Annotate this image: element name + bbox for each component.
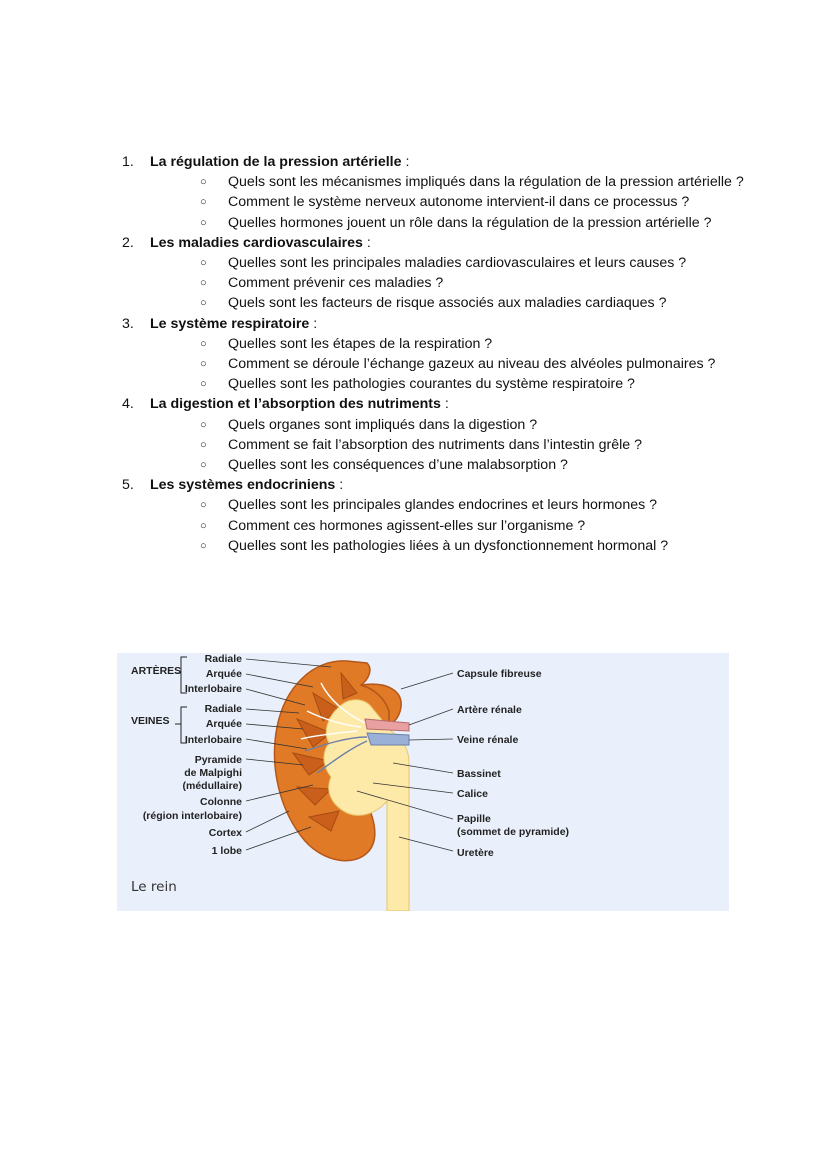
label-uretere: Uretère <box>457 847 494 859</box>
bullet-icon: ○ <box>200 378 207 391</box>
topic-colon: : <box>335 477 344 494</box>
label-capsule: Capsule fibreuse <box>457 668 542 680</box>
bullet-icon: ○ <box>200 216 207 229</box>
question-item <box>200 435 762 455</box>
question-text: Quelles sont les principales maladies cardiovasculaires et leurs causes ? <box>228 255 687 272</box>
question-text: Quels organes sont impliqués dans la digestion ? <box>228 416 538 433</box>
question-text: Quels sont les facteurs de risque associés aux maladies cardiaques ? <box>228 295 667 312</box>
bullet-icon: ○ <box>200 358 207 371</box>
question-text: Quelles sont les étapes de la respiration ? <box>228 335 493 352</box>
label-interlobaire-veine: Interlobaire <box>184 734 242 746</box>
question-item <box>200 172 762 192</box>
topic-item <box>122 233 762 314</box>
label-calice: Calice <box>457 788 488 800</box>
label-arquee: Arquée <box>205 668 242 680</box>
topic-item <box>122 475 762 556</box>
label-pyramide: Pyramide <box>194 754 242 766</box>
kidney-figure <box>117 653 729 911</box>
topic-title: Les maladies cardiovasculaires <box>150 234 363 251</box>
label-bassinet: Bassinet <box>457 768 501 780</box>
label-medullaire: (médullaire) <box>182 780 242 792</box>
question-text: Quelles sont les conséquences d’une malabsorption ? <box>228 457 568 474</box>
question-item <box>200 192 762 212</box>
topic-number: 5. <box>122 477 134 494</box>
bullet-icon: ○ <box>200 277 207 290</box>
label-sommet-pyramide: (sommet de pyramide) <box>457 826 570 838</box>
question-text: Comment ces hormones agissent-elles sur l’organisme ? <box>228 517 586 534</box>
bullet-icon: ○ <box>200 196 207 209</box>
topic-colon: : <box>362 234 371 251</box>
question-item <box>200 516 762 536</box>
label-arteres: ARTÈRES <box>131 665 182 677</box>
label-region-interlobaire: (région interlobaire) <box>142 810 242 822</box>
figure-caption: Le rein <box>131 879 177 895</box>
topic-item <box>122 394 762 475</box>
label-malpighi: de Malpighi <box>184 767 242 779</box>
topic-colon: : <box>440 396 449 413</box>
bullet-icon: ○ <box>200 257 207 270</box>
topic-number: 2. <box>122 234 134 251</box>
question-item <box>200 455 762 475</box>
renal-vein <box>367 733 409 745</box>
question-list <box>150 334 762 395</box>
bullet-icon: ○ <box>200 337 207 350</box>
label-cortex: Cortex <box>208 827 242 839</box>
bullet-icon: ○ <box>200 539 207 552</box>
question-text: Quels sont les mécanismes impliqués dans la régulation de la pression artérielle ? <box>228 174 744 191</box>
label-radiale: Radiale <box>204 653 242 665</box>
question-item <box>200 293 762 313</box>
topic-item <box>122 152 762 233</box>
label-veine-renale: Veine rénale <box>457 734 519 746</box>
question-item <box>200 536 762 556</box>
bullet-icon: ○ <box>200 519 207 532</box>
bullet-icon: ○ <box>200 459 207 472</box>
topic-title: La digestion et l’absorption des nutriments <box>150 396 441 413</box>
question-list <box>150 253 762 314</box>
label-arquee-veine: Arquée <box>205 718 242 730</box>
question-list <box>150 172 762 233</box>
question-item <box>200 495 762 515</box>
question-item <box>200 253 762 273</box>
question-item <box>200 354 762 374</box>
label-veines: VEINES <box>131 715 170 727</box>
topic-item <box>122 314 762 395</box>
question-list <box>150 495 762 556</box>
topic-number: 3. <box>122 315 134 332</box>
label-interlobaire: Interlobaire <box>184 683 242 695</box>
question-item <box>200 334 762 354</box>
question-item <box>200 273 762 293</box>
bullet-icon: ○ <box>200 418 207 431</box>
question-text: Comment le système nerveux autonome intervient-il dans ce processus ? <box>228 194 690 211</box>
renal-artery <box>365 719 409 731</box>
topic-title: La régulation de la pression artérielle <box>150 154 402 170</box>
question-text: Quelles sont les pathologies liées à un dysfonctionnement hormonal ? <box>228 537 669 554</box>
label-papille: Papille <box>457 813 491 825</box>
topic-list <box>122 152 762 556</box>
label-lobe: 1 lobe <box>211 845 242 857</box>
label-radiale-veine: Radiale <box>204 703 242 715</box>
question-item <box>200 374 762 394</box>
question-text: Quelles sont les principales glandes endocrines et leurs hormones ? <box>228 497 658 514</box>
question-text: Comment se déroule l’échange gazeux au niveau des alvéoles pulmonaires ? <box>228 356 716 373</box>
question-list <box>150 415 762 476</box>
topic-colon: : <box>401 154 410 170</box>
topic-title: Le système respiratoire <box>150 315 310 332</box>
question-text: Quelles hormones jouent un rôle dans la régulation de la pression artérielle ? <box>228 214 712 231</box>
question-text: Quelles sont les pathologies courantes du système respiratoire ? <box>228 376 635 393</box>
topic-title: Les systèmes endocriniens <box>150 477 336 494</box>
topic-number: 1. <box>122 154 134 170</box>
bullet-icon: ○ <box>200 499 207 512</box>
bullet-icon: ○ <box>200 176 207 189</box>
question-text: Comment prévenir ces maladies ? <box>228 275 444 292</box>
label-colonne: Colonne <box>200 796 242 808</box>
kidney-diagram <box>117 653 729 911</box>
question-text: Comment se fait l’absorption des nutriments dans l’intestin grêle ? <box>228 436 643 453</box>
label-artere-renale: Artère rénale <box>457 704 522 716</box>
topic-number: 4. <box>122 396 134 413</box>
renal-pelvis <box>324 700 409 911</box>
bullet-icon: ○ <box>200 438 207 451</box>
question-item <box>200 415 762 435</box>
bullet-icon: ○ <box>200 297 207 310</box>
question-item <box>200 213 762 233</box>
topic-colon: : <box>309 315 318 332</box>
